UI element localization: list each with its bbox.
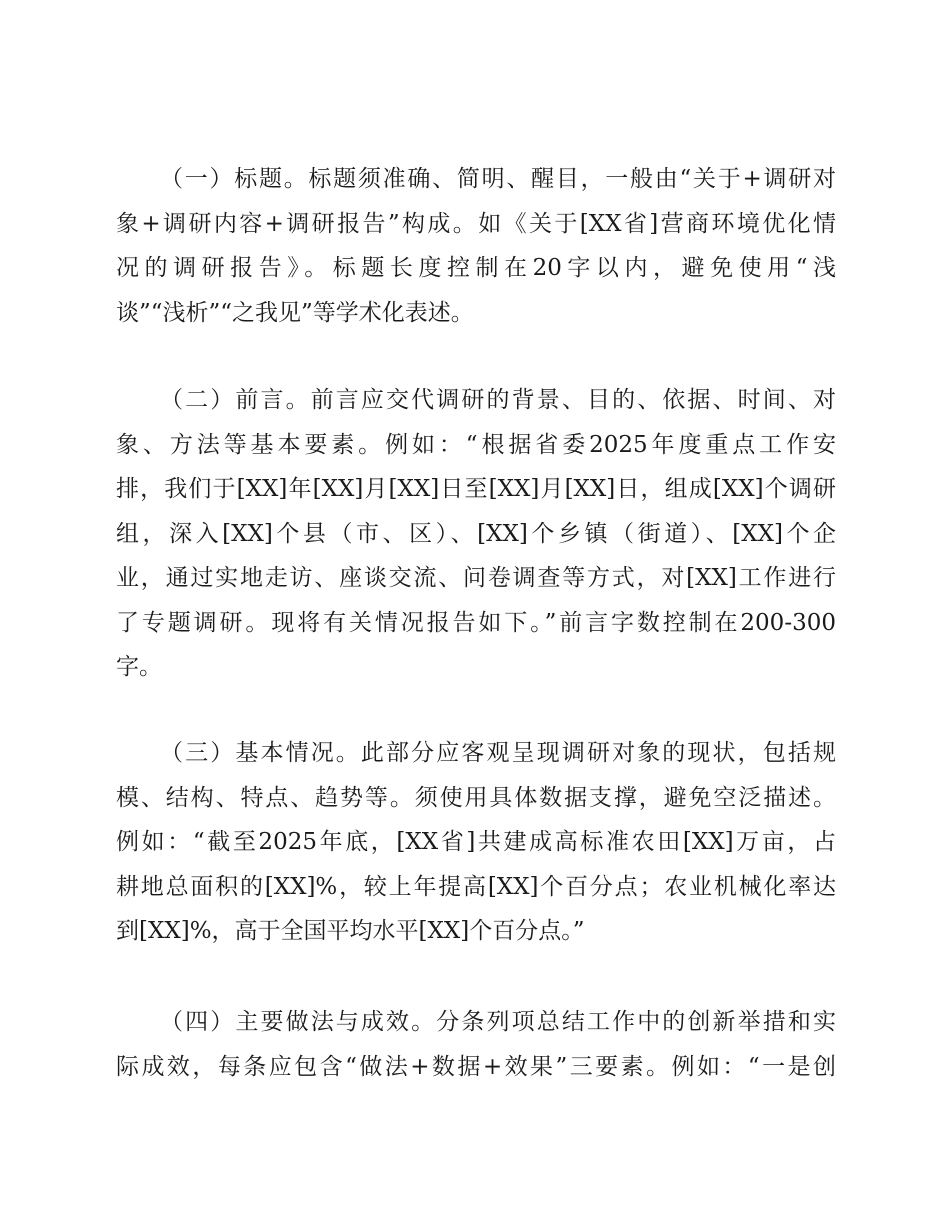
paragraph-line: 业，通过实地走访、座谈交流、问卷调查等方式，对[XX]工作进行 [116, 565, 836, 591]
paragraph-line: 象+调研内容+调研报告”构成。如《关于[XX省]营商环境优化情 [116, 210, 836, 237]
section-preface [116, 378, 836, 690]
paragraph-line: 了专题调研。现将有关情况报告如下。”前言字数控制在200-300 [116, 609, 836, 636]
paragraph-line: 象、方法等基本要素。例如：“根据省委2025年度重点工作安 [116, 431, 836, 458]
paragraph-line: 字。 [116, 654, 162, 680]
paragraph-line: 际成效，每条应包含“做法+数据+效果”三要素。例如：“一是创 [116, 1053, 836, 1080]
paragraph-line: （四）主要做法与成效。分条列项总结工作中的创新举措和实 [160, 1009, 836, 1035]
paragraph-line: 模、结构、特点、趋势等。须使用具体数据支撑，避免空泛描述。 [116, 784, 836, 811]
paragraph-line: 谈”“浅析”“之我见”等学术化表述。 [116, 299, 474, 326]
paragraph-line: 组，深入[XX]个县（市、区）、[XX]个乡镇（街道）、[XX]个企 [116, 520, 836, 547]
section-basic-situation [116, 731, 836, 954]
paragraph-line: 况的调研报告》。标题长度控制在20字以内，避免使用“浅 [116, 255, 836, 281]
paragraph-line: （二）前言。前言应交代调研的背景、目的、依据、时间、对 [160, 387, 836, 413]
paragraph-line: 到[XX]%，高于全国平均水平[XX]个百分点。” [116, 918, 585, 944]
section-main-practices [116, 1000, 836, 1089]
paragraph-line: （三）基本情况。此部分应客观呈现调研对象的现状，包括规 [160, 740, 836, 766]
paragraph-line: （一）标题。标题须准确、简明、醒目，一般由“关于+调研对 [160, 166, 836, 192]
section-title-requirements [116, 157, 836, 335]
paragraph-line: 排，我们于[XX]年[XX]月[XX]日至[XX]月[XX]日，组成[XX]个调研 [116, 476, 836, 502]
paragraph-line: 例如：“截至2025年底，[XX省]共建成高标准农田[XX]万亩，占 [116, 829, 836, 855]
paragraph-line: 耕地总面积的[XX]%，较上年提高[XX]个百分点；农业机械化率达 [116, 873, 836, 900]
